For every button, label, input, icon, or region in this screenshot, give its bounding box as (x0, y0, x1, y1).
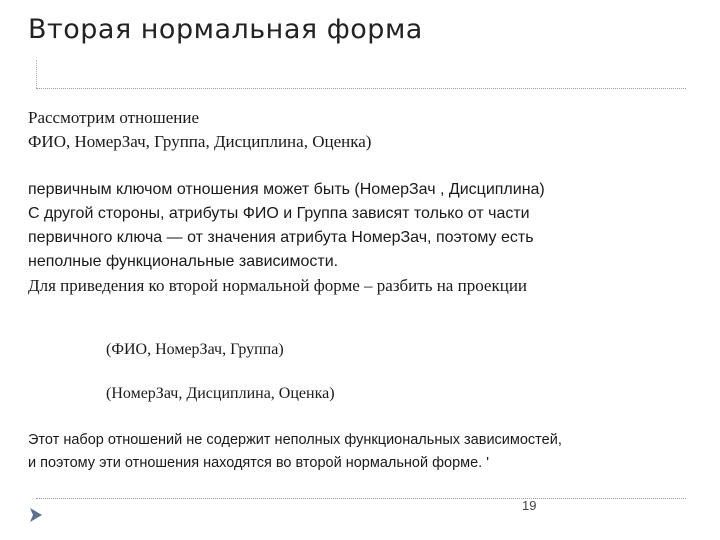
text-line-2: ФИО, НомерЗач, Группа, Дисциплина, Оценка) (28, 132, 372, 151)
text-line-7: Для приведения ко второй нормальной форме – разбить на проекции (28, 276, 528, 295)
page-number: 19 (522, 498, 537, 513)
text-line-4: С другой стороны, атрибуты ФИО и Группа зависят только от части (28, 205, 530, 222)
conclusion-line-1: Этот набор отношений не содержит неполных функциональных зависимостей, (28, 432, 562, 448)
text-line-5: первичного ключа — от значения атрибута НомерЗач, поэтому есть (28, 229, 534, 246)
title-side-rule (36, 60, 37, 88)
conclusion-line-2: и поэтому эти отношения находятся во второй нормальной форме. ' (28, 455, 490, 471)
text-line-6: неполные функциональные зависимости. (28, 253, 339, 270)
text-line-3: первичным ключом отношения может быть (НомерЗач , Дисциплина) (28, 181, 545, 198)
projection-1: (ФИО, НомерЗач, Группа) (106, 341, 284, 358)
text-line-1: Рассмотрим отношение (28, 108, 200, 127)
projection-2: (НомерЗач, Дисциплина, Оценка) (106, 385, 335, 402)
header-divider (36, 88, 686, 89)
arrow-bullet-icon (28, 506, 44, 524)
footer-divider (36, 498, 686, 499)
slide-title: Вторая нормальная форма (28, 14, 423, 45)
